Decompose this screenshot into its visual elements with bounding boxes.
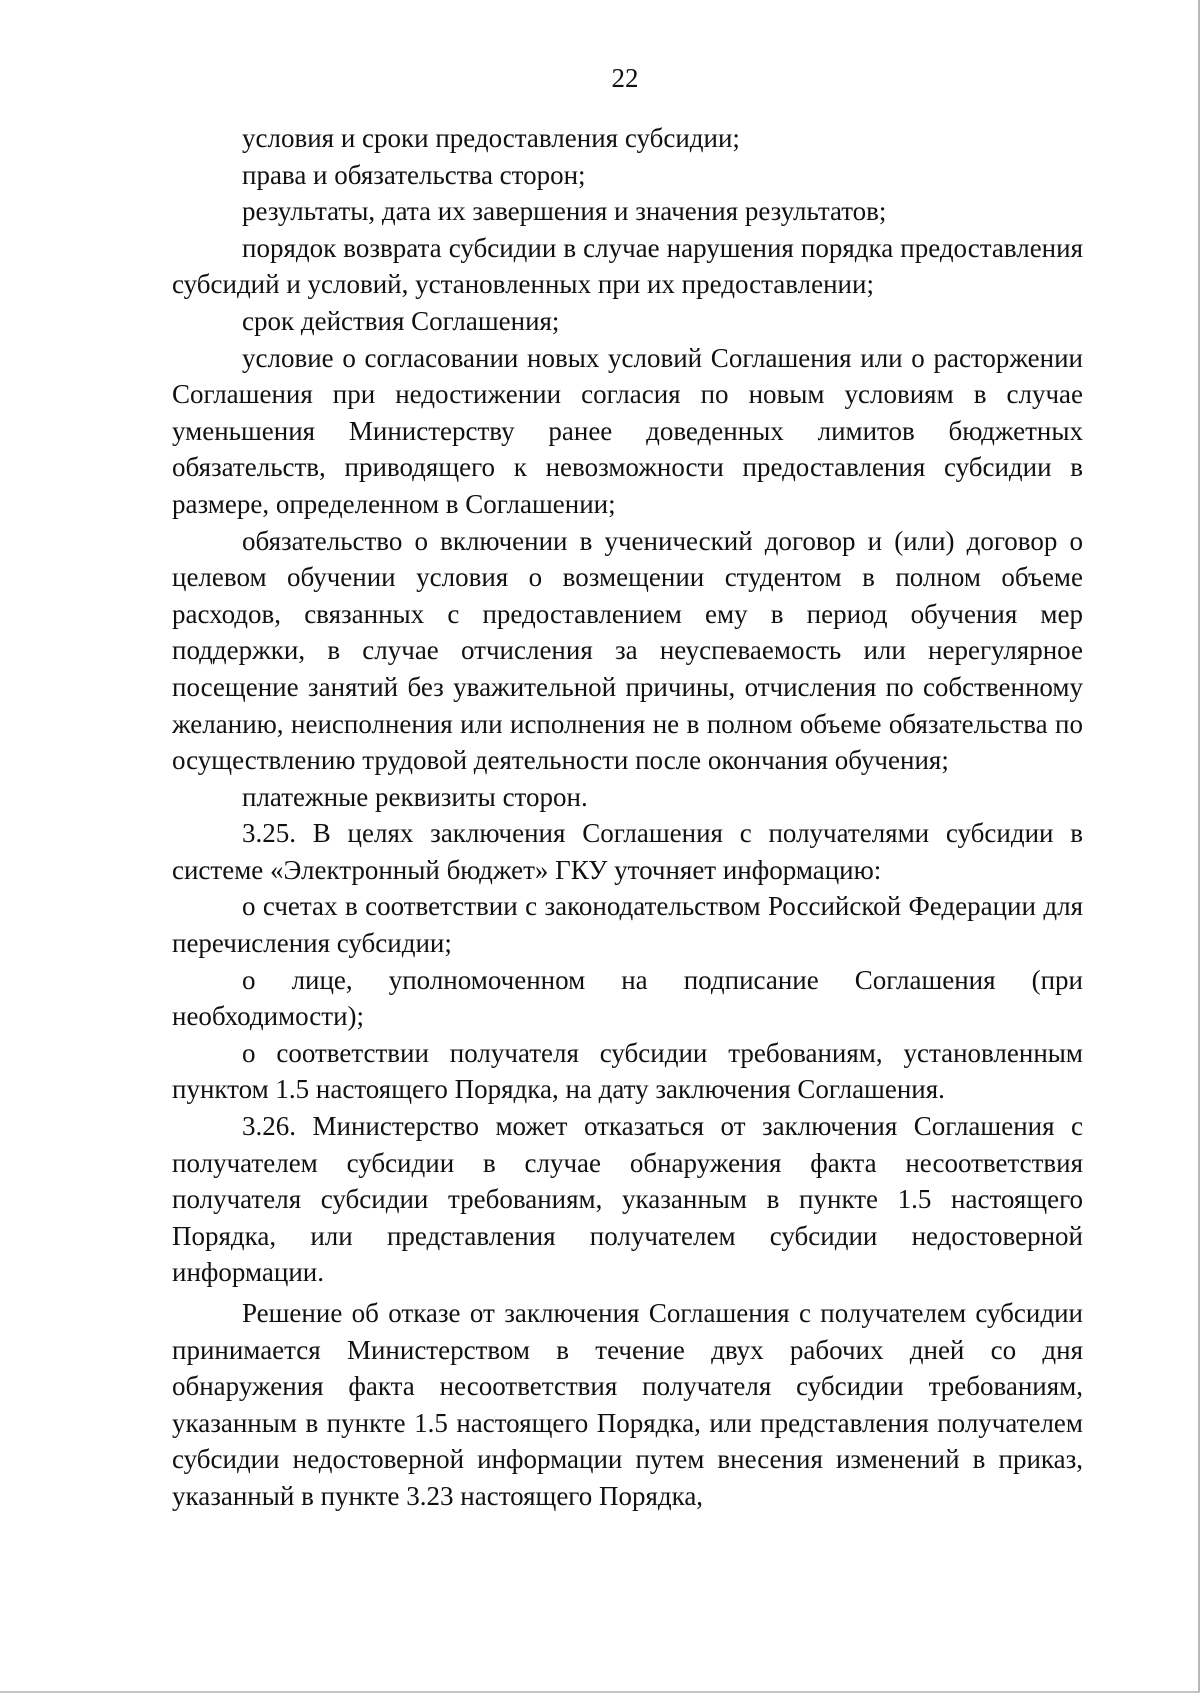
paragraph: 3.25. В целях заключения Соглашения с получателями субсидии в системе «Электронный бюджет» ГКУ уточняет информацию:	[172, 818, 1083, 885]
paragraph: обязательство о включении в ученический договор и (или) договор о целевом обучении условия о возмещении студентом в полном объеме расходов, связанных с предоставлением ему в период обучения мер поддержки, в случае отчисления за неуспеваемость или нерегулярное посещение занятий без уважительной причины, отчисления по собственному желанию, неисполнения или исполнения не в полном объеме обязательства по осуществлению трудовой деятельности после окончания обучения;	[172, 525, 1083, 776]
paragraph: 3.26. Министерство может отказаться от заключения Соглашения с получателем субсидии в случае обнаружения факта несоответствия получателя субсидии требованиям, указанным в пункте 1.5 настоящего Порядка, или представления получателем субсидии недостоверной информации.	[172, 1111, 1083, 1288]
paragraph: срок действия Соглашения;	[242, 305, 560, 336]
paragraph: платежные реквизиты сторон.	[242, 781, 588, 812]
paragraph: о счетах в соответствии с законодательством Российской Федерации для перечисления субсидии;	[172, 891, 1083, 959]
paragraph: условия и сроки предоставления субсидии;	[242, 123, 740, 153]
document-body	[172, 120, 1083, 1515]
paragraph: порядок возврата субсидии в случае нарушения порядка предоставления субсидий и условий, установленных при их предоставлении;	[172, 232, 1083, 300]
page-number: 22	[611, 63, 639, 93]
paragraph: Решение об отказе от заключения Соглашения с получателем субсидии принимается Министерством в течение двух рабочих дней со дня обнаружения факта несоответствия получателя субсидии требованиям, указанным в пункте 1.5 настоящего Порядка, или представления получателем субсидии недостоверной информации путем внесения изменений в приказ, указанный в пункте 3.23 настоящего Порядка,	[172, 1298, 1083, 1511]
paragraph: результаты, дата их завершения и значения результатов;	[242, 196, 887, 227]
paragraph: о лице, уполномоченном на подписание Соглашения (при необходимости);	[172, 964, 1083, 1032]
paragraph: о соответствии получателя субсидии требованиям, установленным пунктом 1.5 настоящего Порядка, на дату заключения Соглашения.	[172, 1037, 1083, 1105]
paragraph: условие о согласовании новых условий Соглашения или о расторжении Соглашения при недостижении согласия по новым условиям в случае уменьшения Министерству ранее доведенных лимитов бюджетных обязательств, приводящего к невозможности предоставления субсидии в размере, определенном в Соглашении;	[172, 342, 1083, 519]
paragraph: права и обязательства сторон;	[242, 159, 586, 190]
